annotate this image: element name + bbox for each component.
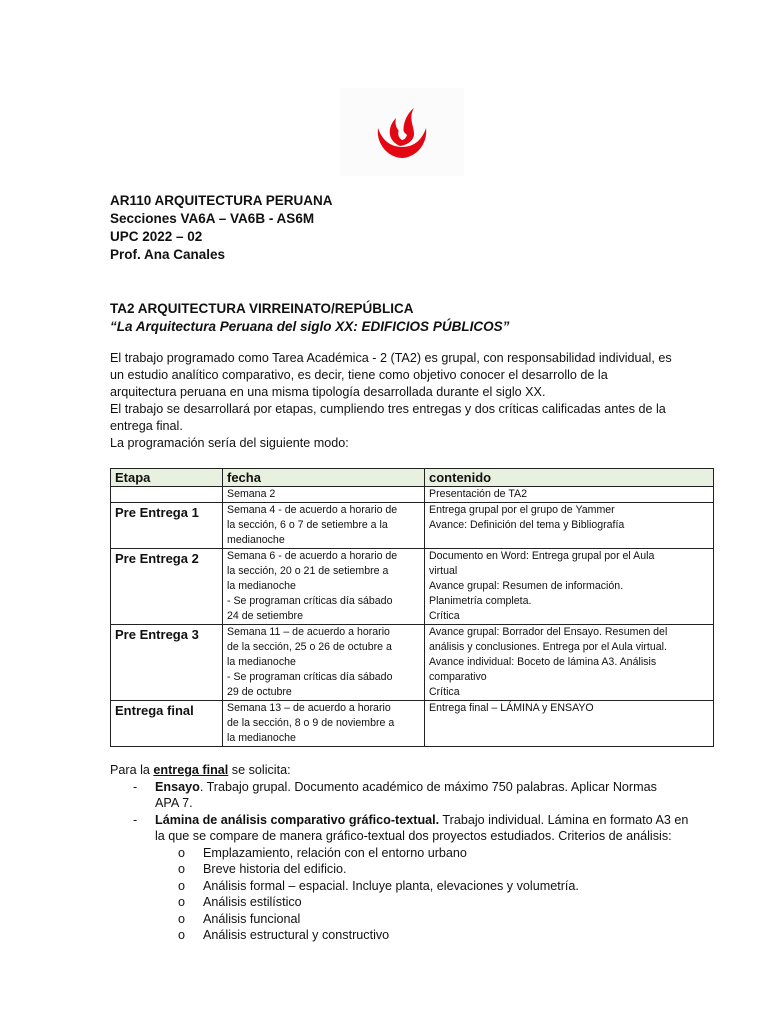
- list-item-ensayo: [110, 779, 710, 812]
- table-row: [111, 549, 714, 625]
- contenido-line: Avance: Definición del tema y Bibliografía: [429, 519, 625, 531]
- fecha-line: - Se programan críticas día sábado: [227, 671, 393, 683]
- fecha-line: - Se programan críticas día sábado: [227, 595, 393, 607]
- contenido-cell: [425, 701, 714, 747]
- intro-line: arquitectura peruana en una misma tipología desarrollada durante el siglo XX.: [110, 385, 546, 399]
- intro-line: El trabajo programado como Tarea Académica - 2 (TA2) es grupal, con responsabilidad individual, es: [110, 351, 672, 365]
- fecha-cell: [223, 549, 425, 625]
- list-item-line: la que se compare de manera gráfico-textual dos proyectos estudiados. Criterios de análisis:: [155, 829, 672, 843]
- header-contenido: contenido: [425, 469, 714, 487]
- intro-line: entrega final.: [110, 419, 183, 433]
- fecha-line: la medianoche: [227, 732, 296, 744]
- criteria-item: [110, 894, 710, 911]
- intro-line: La programación sería del siguiente modo:: [110, 436, 349, 450]
- final-lead-emphasis: entrega final: [153, 763, 229, 777]
- list-item-lamina: [110, 812, 710, 845]
- list-item-line: [155, 812, 710, 829]
- upc-flame-logo-icon: [374, 102, 430, 162]
- fecha-line: Semana 4 - de acuerdo a horario de: [227, 504, 398, 516]
- intro-line: un estudio analítico comparativo, es decir, tiene como objetivo conocer el desarrollo de la: [110, 368, 608, 382]
- criteria-item: [110, 878, 710, 895]
- fecha-line: de la sección, 25 o 26 de octubre a: [227, 641, 392, 653]
- item-bold: Lámina de análisis comparativo gráfico-textual.: [155, 812, 440, 827]
- etapa-cell: Pre Entrega 3: [111, 625, 223, 701]
- fecha-line: la medianoche: [227, 656, 296, 668]
- fecha-line: de la sección, 8 o 9 de noviembre a: [227, 717, 395, 729]
- intro-line: El trabajo se desarrollará por etapas, cumpliendo tres entregas y dos críticas calificadas antes de la: [110, 402, 666, 416]
- contenido-line: Avance grupal: Borrador del Ensayo. Resumen del: [429, 626, 668, 638]
- fecha-line: Semana 2: [227, 488, 276, 500]
- contenido-line: virtual: [429, 565, 458, 577]
- assignment-subtitle: “La Arquitectura Peruana del siglo XX: EDIFICIOS PÚBLICOS”: [110, 319, 510, 334]
- contenido-cell: [425, 549, 714, 625]
- circle-bullet-icon: o: [178, 845, 186, 860]
- fecha-line: 24 de setiembre: [227, 610, 303, 622]
- circle-bullet-icon: o: [178, 878, 186, 893]
- etapa-cell: Pre Entrega 2: [111, 549, 223, 625]
- contenido-line: Presentación de TA2: [429, 488, 527, 500]
- criteria-text: Análisis estructural y constructivo: [203, 928, 390, 942]
- etapa-cell: Entrega final: [111, 701, 223, 747]
- contenido-line: análisis y conclusiones. Entrega por el Aula virtual.: [429, 641, 667, 653]
- table-row: [111, 701, 714, 747]
- list-item-line: [155, 779, 710, 796]
- criteria-item: [110, 927, 710, 944]
- course-professor: Prof. Ana Canales: [110, 247, 226, 262]
- assignment-title: [110, 300, 509, 336]
- header-etapa: Etapa: [111, 469, 223, 487]
- etapa-cell: Pre Entrega 1: [111, 503, 223, 549]
- fecha-cell: [223, 487, 425, 503]
- final-lead-suffix: se solicita:: [228, 763, 291, 777]
- contenido-line: Documento en Word: Entrega grupal por el Aula: [429, 550, 655, 562]
- contenido-line: Entrega final – LÁMINA y ENSAYO: [429, 702, 594, 714]
- circle-bullet-icon: o: [178, 911, 186, 926]
- fecha-cell: [223, 625, 425, 701]
- contenido-line: Entrega grupal por el grupo de Yammer: [429, 504, 615, 516]
- criteria-text: Análisis funcional: [203, 911, 301, 926]
- contenido-line: Avance grupal: Resumen de información.: [429, 580, 624, 592]
- criteria-text: Análisis formal – espacial. Incluye planta, elevaciones y volumetría.: [203, 878, 579, 893]
- schedule-table: [110, 468, 714, 747]
- course-term: UPC 2022 – 02: [110, 229, 203, 244]
- contenido-line: Planimetría completa.: [429, 595, 532, 607]
- fecha-line: medianoche: [227, 534, 285, 546]
- item-text: . Trabajo grupal. Documento académico de máximo 750 palabras. Aplicar Normas: [199, 779, 657, 794]
- criteria-text: Análisis estilístico: [203, 895, 302, 909]
- etapa-cell: [111, 487, 223, 503]
- contenido-line: Crítica: [429, 610, 460, 622]
- course-code: AR110 ARQUITECTURA PERUANA: [110, 193, 333, 208]
- fecha-cell: [223, 701, 425, 747]
- contenido-cell: [425, 503, 714, 549]
- fecha-line: Semana 6 - de acuerdo a horario de: [227, 550, 398, 562]
- upc-logo: [340, 88, 464, 176]
- criteria-text: Emplazamiento, relación con el entorno urbano: [203, 845, 467, 860]
- dash-marker: -: [133, 779, 138, 794]
- course-sections: Secciones VA6A – VA6B - AS6M: [110, 211, 315, 226]
- criteria-item: [110, 861, 710, 878]
- fecha-line: 29 de octubre: [227, 686, 292, 698]
- contenido-line: Avance individual: Boceto de lámina A3. Análisis: [429, 656, 657, 668]
- dash-marker: -: [133, 812, 138, 827]
- fecha-line: Semana 13 – de acuerdo a horario: [227, 702, 391, 714]
- final-lead: [110, 762, 710, 779]
- fecha-line: la sección, 20 o 21 de setiembre a: [227, 565, 389, 577]
- circle-bullet-icon: o: [178, 895, 186, 909]
- table-row: [111, 487, 714, 503]
- course-header: [110, 192, 333, 264]
- intro-paragraph: [110, 350, 700, 452]
- header-fecha: fecha: [223, 469, 425, 487]
- criteria-item: [110, 911, 710, 928]
- contenido-line: Crítica: [429, 686, 460, 698]
- table-row: [111, 625, 714, 701]
- table-header-row: [111, 469, 714, 487]
- contenido-cell: [425, 625, 714, 701]
- final-delivery-section: [110, 762, 710, 944]
- circle-bullet-icon: o: [178, 862, 186, 876]
- contenido-cell: [425, 487, 714, 503]
- fecha-cell: [223, 503, 425, 549]
- fecha-line: la medianoche: [227, 580, 296, 592]
- contenido-line: comparativo: [429, 671, 487, 683]
- criteria-text: Breve historia del edificio.: [203, 862, 347, 876]
- circle-bullet-icon: o: [178, 928, 186, 942]
- fecha-line: la sección, 6 o 7 de setiembre a la: [227, 519, 388, 531]
- item-bold: Ensayo: [155, 779, 200, 794]
- item-text: Trabajo individual. Lámina en formato A3 en: [439, 812, 689, 827]
- fecha-line: Semana 11 – de acuerdo a horario: [227, 626, 390, 638]
- list-item-line: APA 7.: [155, 796, 193, 810]
- final-lead-prefix: Para la: [110, 763, 154, 777]
- assignment-title-main: TA2 ARQUITECTURA VIRREINATO/REPÚBLICA: [110, 301, 414, 316]
- criteria-item: [110, 845, 710, 862]
- table-row: [111, 503, 714, 549]
